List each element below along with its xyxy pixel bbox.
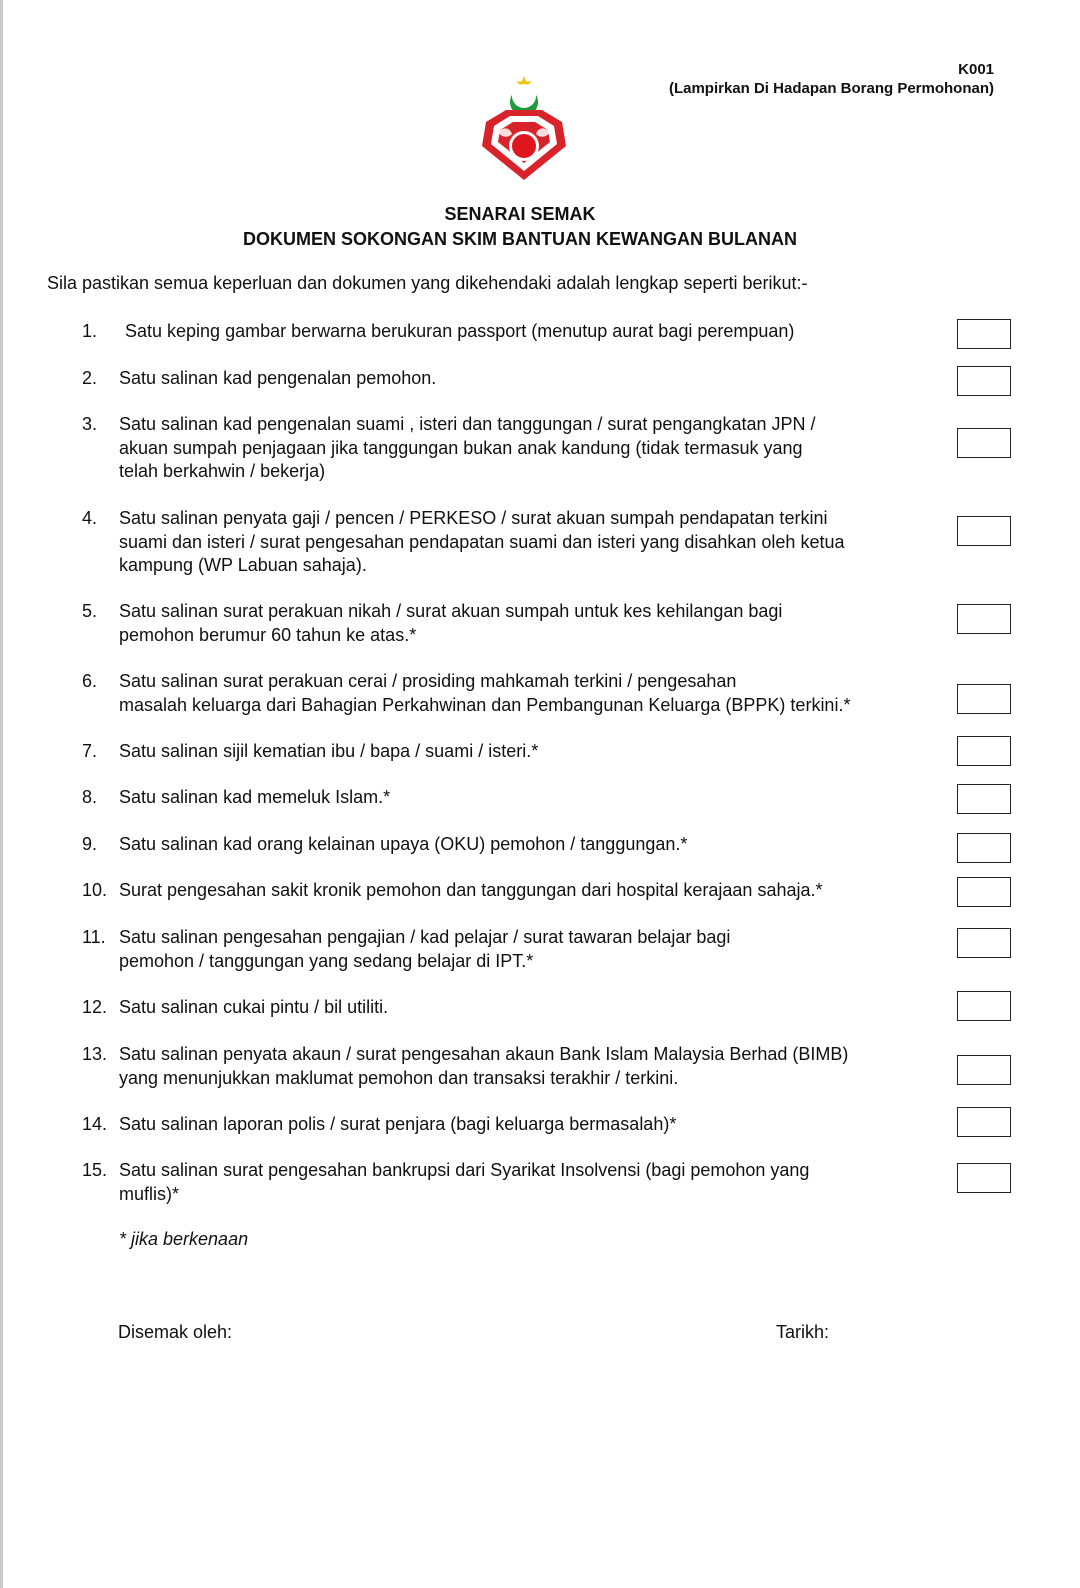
intro-text: Sila pastikan semua keperluan dan dokumen yang dikehendaki adalah lengkap seperti berikut:- <box>47 273 808 293</box>
checklist-item <box>82 1159 952 1206</box>
item-number: 15. <box>82 1160 108 1180</box>
item-text: Satu salinan kad memeluk Islam.* <box>119 787 391 807</box>
item-text: Satu keping gambar berwarna berukuran passport (menutup aurat bagi perempuan) <box>125 321 795 341</box>
checklist-item <box>82 833 952 857</box>
checklist-item <box>82 996 952 1020</box>
item-number: 6. <box>82 671 98 691</box>
checklist-item <box>82 1113 952 1137</box>
item-text-line: kampung (WP Labuan sahaja). <box>119 555 367 575</box>
item-text-line: Satu salinan surat perakuan nikah / surat akuan sumpah untuk kes kehilangan bagi <box>119 601 783 621</box>
item-number: 11. <box>82 927 106 947</box>
item-checkbox[interactable] <box>957 877 1011 907</box>
item-checkbox[interactable] <box>957 516 1011 546</box>
item-checkbox[interactable] <box>957 684 1011 714</box>
checklist-item <box>82 507 952 578</box>
checklist-item <box>82 367 952 391</box>
item-text: Satu salinan sijil kematian ibu / bapa / suami / isteri.* <box>119 741 539 761</box>
checklist-item <box>82 1043 952 1090</box>
item-text-line: Satu salinan penyata gaji / pencen / PERKESO / surat akuan sumpah pendapatan terkini <box>119 508 828 528</box>
item-text: Surat pengesahan sakit kronik pemohon dan tanggungan dari hospital kerajaan sahaja.* <box>119 880 823 900</box>
item-text-line: Satu salinan surat perakuan cerai / prosiding mahkamah terkini / pengesahan <box>119 671 737 691</box>
checklist-item <box>82 740 952 764</box>
item-number: 1. <box>82 321 98 341</box>
item-checkbox[interactable] <box>957 428 1011 458</box>
item-number: 8. <box>82 787 98 807</box>
checklist-item <box>82 320 952 344</box>
item-text-line: Satu salinan surat pengesahan bankrupsi dari Syarikat Insolvensi (bagi pemohon yang <box>119 1160 810 1180</box>
item-text-line: masalah keluarga dari Bahagian Perkahwinan dan Pembangunan Keluarga (BPPK) terkini.* <box>119 694 851 715</box>
attach-note: (Lampirkan Di Hadapan Borang Permohonan) <box>668 80 994 97</box>
date-label: Tarikh: <box>776 1322 830 1342</box>
item-checkbox[interactable] <box>957 1163 1011 1193</box>
checklist-item <box>82 413 952 484</box>
checklist-item <box>82 670 952 717</box>
footnote: * jika berkenaan <box>119 1229 249 1249</box>
item-text: Satu salinan laporan polis / surat penjara (bagi keluarga bermasalah)* <box>119 1114 677 1134</box>
item-checkbox[interactable] <box>957 928 1011 958</box>
item-text-line: pemohon / tanggungan yang sedang belajar di IPT.* <box>119 950 534 971</box>
checklist-item <box>82 786 952 810</box>
item-number: 13. <box>82 1044 108 1064</box>
checklist-item <box>82 926 952 973</box>
item-checkbox[interactable] <box>957 319 1011 349</box>
item-checkbox[interactable] <box>957 833 1011 863</box>
item-number: 3. <box>82 414 98 434</box>
item-number: 12. <box>82 997 108 1017</box>
form-code: K001 <box>958 61 994 78</box>
item-text: Satu salinan kad pengenalan pemohon. <box>119 368 437 388</box>
item-checkbox[interactable] <box>957 1107 1011 1137</box>
item-number: 9. <box>82 834 98 854</box>
item-text-line: Satu salinan pengesahan pengajian / kad pelajar / surat tawaran belajar bagi <box>119 927 731 947</box>
item-text-line: muflis)* <box>119 1183 180 1204</box>
item-checkbox[interactable] <box>957 784 1011 814</box>
title-line-2: DOKUMEN SOKONGAN SKIM BANTUAN KEWANGAN BULANAN <box>243 229 797 249</box>
item-text-line: Satu salinan kad pengenalan suami , isteri dan tanggungan / surat pengangkatan JPN / <box>119 414 816 434</box>
item-number: 4. <box>82 508 98 528</box>
checklist-item <box>82 600 952 647</box>
item-number: 5. <box>82 601 98 621</box>
item-checkbox[interactable] <box>957 366 1011 396</box>
item-number: 10. <box>82 880 108 900</box>
item-text-line: yang menunjukkan maklumat pemohon dan transaksi terakhir / terkini. <box>119 1067 679 1088</box>
title-line-1: SENARAI SEMAK <box>444 204 596 224</box>
item-text-line: akuan sumpah penjagaan jika tanggungan bukan anak kandung (tidak termasuk yang <box>119 437 803 458</box>
item-text-line: Satu salinan penyata akaun / surat pengesahan akaun Bank Islam Malaysia Berhad (BIMB) <box>119 1044 849 1064</box>
item-checkbox[interactable] <box>957 604 1011 634</box>
item-text-line: suami dan isteri / surat pengesahan pendapatan suami dan isteri yang disahkan oleh ketua <box>119 531 845 552</box>
item-text-line: telah berkahwin / bekerja) <box>119 461 326 481</box>
item-number: 2. <box>82 368 98 388</box>
agency-logo <box>476 74 572 184</box>
item-number: 7. <box>82 741 98 761</box>
item-checkbox[interactable] <box>957 991 1011 1021</box>
item-checkbox[interactable] <box>957 1055 1011 1085</box>
item-number: 14. <box>82 1114 108 1134</box>
item-text-line: pemohon berumur 60 tahun ke atas.* <box>119 624 417 645</box>
item-checkbox[interactable] <box>957 736 1011 766</box>
item-text: Satu salinan cukai pintu / bil utiliti. <box>119 997 389 1017</box>
item-text: Satu salinan kad orang kelainan upaya (OKU) pemohon / tanggungan.* <box>119 834 688 854</box>
checked-by-label: Disemak oleh: <box>118 1322 233 1342</box>
checklist-item <box>82 879 952 903</box>
